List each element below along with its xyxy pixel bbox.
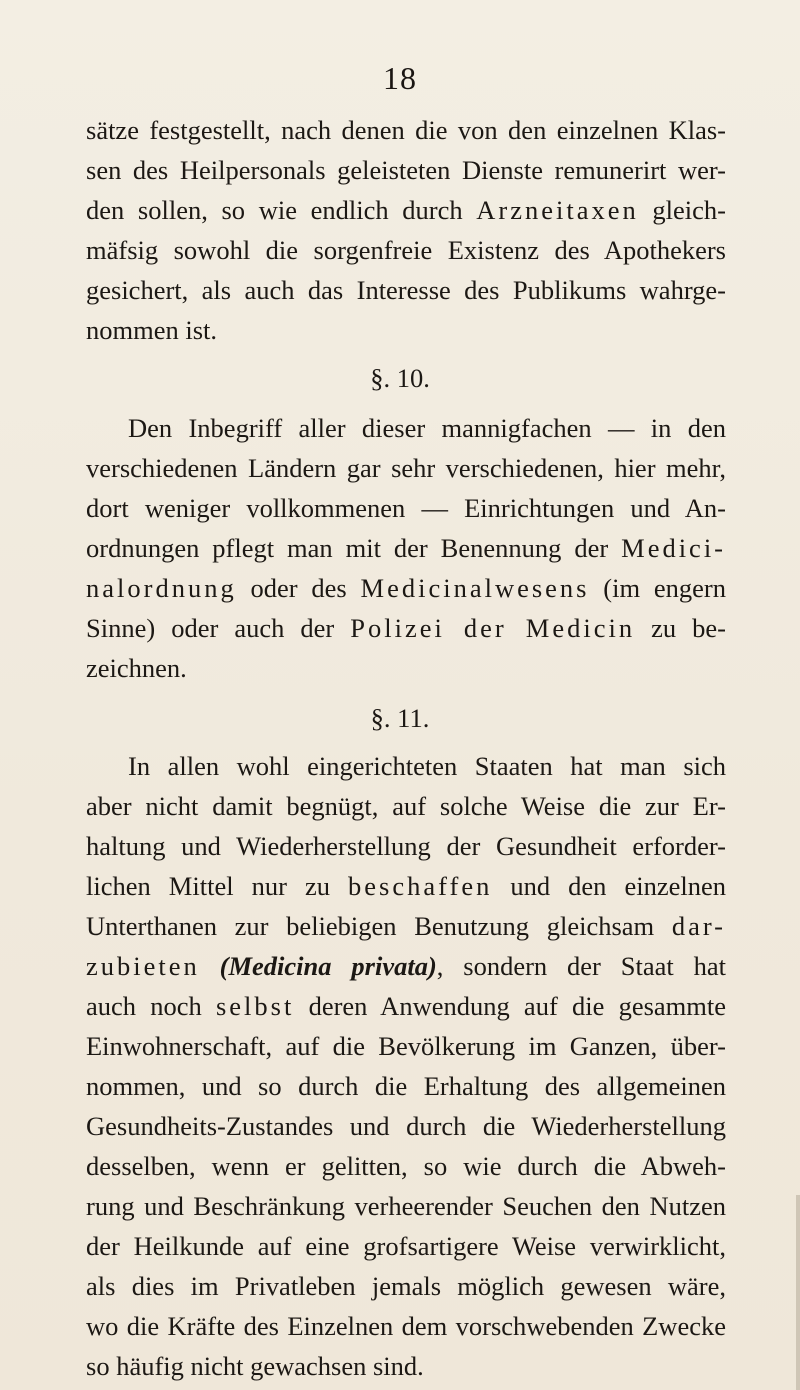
text-run: den sollen, so wie endlich durch [86, 195, 463, 225]
text-line [86, 986, 726, 1026]
text-run: auch noch [86, 991, 202, 1021]
text-line: Gesundheits-Zustandes und durch die Wiederherstellung [86, 1111, 726, 1141]
text-run: , sondern der Staat hat [436, 951, 726, 981]
text-line: haltung und Wiederherstellung der Gesundheit erforder- [86, 831, 726, 861]
text-run: (im engern [603, 573, 726, 603]
text-run: und den einzelnen [510, 871, 726, 901]
text-line: nommen ist. [86, 315, 218, 345]
text-run: zu be- [651, 613, 726, 643]
latin-medicina-privata: (Medicina privata) [219, 951, 437, 981]
text-run: deren Anwendung auf die gesammte [308, 991, 727, 1021]
text-run: Unterthanen zur beliebigen Benutzung gleichsam [86, 911, 655, 941]
text-line: nommen, und so durch die Erhaltung des allgemeinen [86, 1071, 726, 1101]
text-line: wo die Kräfte des Einzelnen dem vorschwebenden Zwecke [86, 1311, 726, 1341]
text-line: rung und Beschränkung verheerender Seuchen den Nutzen [86, 1191, 726, 1221]
text-line: verschiedenen Ländern gar sehr verschiedenen, hier mehr, [86, 453, 726, 483]
text-line: mäfsig sowohl die sorgenfreie Existenz des Apothekers [86, 235, 726, 265]
text-run: Sinne) oder auch der [86, 613, 335, 643]
text-line [86, 190, 726, 230]
emphasis-medicinalwesens: Medicinalwesens [360, 573, 590, 603]
text-line [86, 866, 726, 906]
text-line: sen des Heilpersonals geleisteten Dienste remunerirt wer- [86, 155, 726, 185]
text-line: dort weniger vollkommenen — Einrichtungen und An- [86, 493, 726, 523]
text-line: so häufig nicht gewachsen sind. [86, 1351, 424, 1381]
text-line: sätze festgestellt, nach denen die von den einzelnen Klas- [86, 115, 726, 145]
text-line: Einwohnerschaft, auf die Bevölkerung im Ganzen, über- [86, 1031, 726, 1061]
section-heading-11: §. 11. [370, 703, 430, 733]
emphasis-beschaffen: beschaffen [348, 871, 493, 901]
emphasis-darzubieten-end: zubieten [86, 951, 200, 981]
text-line [86, 568, 726, 608]
text-line: als dies im Privatleben jemals möglich gewesen wäre, [86, 1271, 726, 1301]
page-edge-shadow [796, 1195, 800, 1390]
emphasis-medicinalordnung-end: nalordnung [86, 573, 237, 603]
text-line [86, 906, 726, 946]
emphasis-polizei-der-medicin: Polizei der Medicin [350, 613, 636, 643]
text-line: Den Inbegriff aller dieser mannigfachen — in den [128, 413, 726, 443]
emphasis-arzneitaxen: Arzneitaxen [476, 195, 639, 225]
text-run: lichen Mittel nur zu [86, 871, 330, 901]
emphasis-selbst: selbst [215, 991, 295, 1021]
text-line: aber nicht damit begnügt, auf solche Weise die zur Er- [86, 791, 726, 821]
text-line [86, 946, 726, 986]
emphasis-darzubieten-start: dar- [671, 911, 726, 941]
text-line [86, 608, 726, 648]
text-line: desselben, wenn er gelitten, so wie durch die Abweh- [86, 1151, 726, 1181]
text-line: zeichnen. [86, 653, 187, 683]
text-run: gleich- [652, 195, 726, 225]
page-number: 18 [383, 60, 417, 96]
text-line: der Heilkunde auf eine grofsartigere Weise verwirklicht, [86, 1231, 726, 1261]
text-line [86, 528, 726, 568]
text-run: oder des [250, 573, 347, 603]
text-run: ordnungen pflegt man mit der Benennung der [86, 533, 609, 563]
text-line: gesichert, als auch das Interesse des Publikums wahrge- [86, 275, 726, 305]
section-heading-10: §. 10. [370, 363, 430, 393]
text-line: In allen wohl eingerichteten Staaten hat man sich [128, 751, 726, 781]
emphasis-medicinalordnung-start: Medici- [621, 533, 727, 563]
